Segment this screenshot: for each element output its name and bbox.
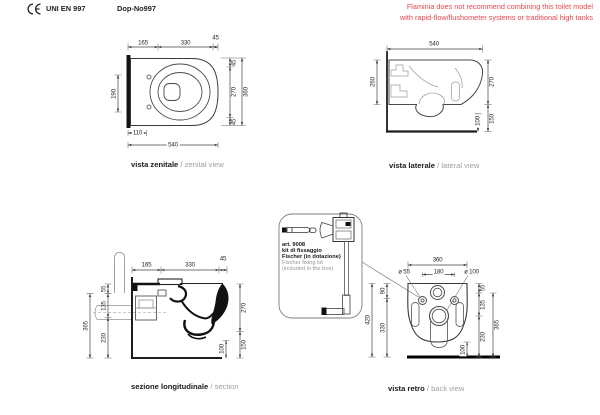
fischer-screw xyxy=(282,228,316,233)
dimension-lines xyxy=(377,49,488,132)
retro-dim-top-total: 360 xyxy=(432,256,443,263)
section-dim-right-upper: 270 xyxy=(240,302,247,313)
flush-valve xyxy=(320,213,354,242)
retro-dim-drain-dia: ø 100 xyxy=(464,268,479,275)
inlet-circle-inner xyxy=(433,288,442,297)
drain-circle-inner xyxy=(432,309,446,323)
diameter-leaders xyxy=(406,276,468,311)
retro-dim-right-2: 135 xyxy=(479,299,486,310)
section-dim-right-inner: 100 xyxy=(218,343,225,354)
retro-title-it: vista retro xyxy=(388,384,425,393)
inlet-circle-outer xyxy=(431,286,445,300)
warning-text xyxy=(400,2,593,23)
ceramic-section xyxy=(133,279,229,339)
zenital-dim-top-3: 45 xyxy=(212,34,219,41)
section-dim-top-3: 45 xyxy=(219,255,227,262)
lateral-dim-right-lower: 150 xyxy=(488,113,495,124)
section-dim-left-3: 230 xyxy=(100,332,108,343)
zenital-title-it: vista zenitale xyxy=(131,160,179,169)
wall-bar xyxy=(127,55,131,128)
retro-dim-holes-spacing: 180 xyxy=(433,268,444,275)
ce-mark-icon xyxy=(27,3,42,15)
retro-dim-right-3: 230 xyxy=(479,331,486,342)
dop-label: Dop-No997 xyxy=(117,3,157,13)
lateral-dim-left: 260 xyxy=(369,76,377,87)
zenital-dim-bottom-total: 540 xyxy=(168,141,178,149)
kit-line-4: Fischer fixing kit xyxy=(282,259,323,266)
section-view-title xyxy=(131,382,239,391)
section-dim-left-1: 55 xyxy=(100,285,108,293)
section-dim-right-lower: 150 xyxy=(240,339,247,350)
zenital-dim-top-1: 165 xyxy=(138,39,148,46)
zenital-dim-bottom-inner: 110 xyxy=(132,129,143,137)
kit-line-2: kit di fissaggio xyxy=(282,247,322,254)
section-title-it: sezione longitudinale xyxy=(131,382,209,391)
kit-leader-line xyxy=(362,262,420,298)
fixing-kit-text xyxy=(282,243,341,273)
retro-dim-bottom-clearance: 100 xyxy=(459,344,466,355)
lateral-title-it: vista laterale xyxy=(389,161,436,170)
warning-line-1: Flaminia does not recommend combining this toilet model xyxy=(406,2,593,11)
right-slot xyxy=(456,303,464,327)
zenital-view-title xyxy=(131,160,224,169)
section-dim-top-1: 165 xyxy=(141,261,152,269)
retro-dim-left-1: 90 xyxy=(379,287,387,295)
retro-dim-right-total: 365 xyxy=(493,320,500,330)
flush-opening xyxy=(164,84,180,101)
kit-line-5: (included in the box) xyxy=(282,265,334,272)
section-dim-top-2: 330 xyxy=(185,261,195,269)
dimension-lines xyxy=(372,265,493,357)
kit-art-number: art. 9008 xyxy=(282,242,306,248)
lateral-dim-right-inner: 100 xyxy=(474,116,481,126)
zenital-dim-right-1: 45 xyxy=(230,59,237,66)
fixing-hole-bottom xyxy=(147,105,151,109)
kit-line-3: Fischer (in dotazione) xyxy=(282,253,341,260)
retro-view-title xyxy=(388,384,464,393)
retro-dim-right-1: 55 xyxy=(479,284,486,292)
section-dim-left-2: 135 xyxy=(100,300,108,311)
retro-dim-inlet-dia: ø 55 xyxy=(398,268,410,275)
zenital-dim-left: 190 xyxy=(110,88,117,99)
lateral-title-en: / lateral view xyxy=(437,161,480,170)
retro-dim-left-2: 330 xyxy=(379,322,387,333)
warning-line-2: with rapid-flow/flushometer systems or traditional high tanks xyxy=(399,12,593,22)
inlet-pipe xyxy=(115,253,125,294)
zenital-dim-right-total: 360 xyxy=(242,87,249,97)
standard-label: UNI EN 997 xyxy=(46,3,86,13)
internal-detail-lines xyxy=(391,65,462,105)
fixing-hole-top xyxy=(147,75,151,79)
zenital-dim-top-2: 330 xyxy=(180,39,191,46)
section-dim-left-total: 365 xyxy=(82,321,90,331)
section-title-en: / section xyxy=(210,382,239,391)
retro-title-en: / back view xyxy=(426,384,465,393)
zenital-title-en: / zenital view xyxy=(180,160,224,169)
zenital-dim-right-2: 270 xyxy=(230,87,237,97)
retro-dim-left-total: 420 xyxy=(364,315,372,325)
zenital-dim-right-3: 45 xyxy=(230,118,237,125)
lateral-dim-right-upper: 270 xyxy=(488,77,495,87)
left-slot xyxy=(412,303,420,327)
bowl-outline-top xyxy=(131,59,219,126)
lateral-dim-top: 540 xyxy=(429,40,439,48)
lateral-view-title xyxy=(389,161,479,170)
